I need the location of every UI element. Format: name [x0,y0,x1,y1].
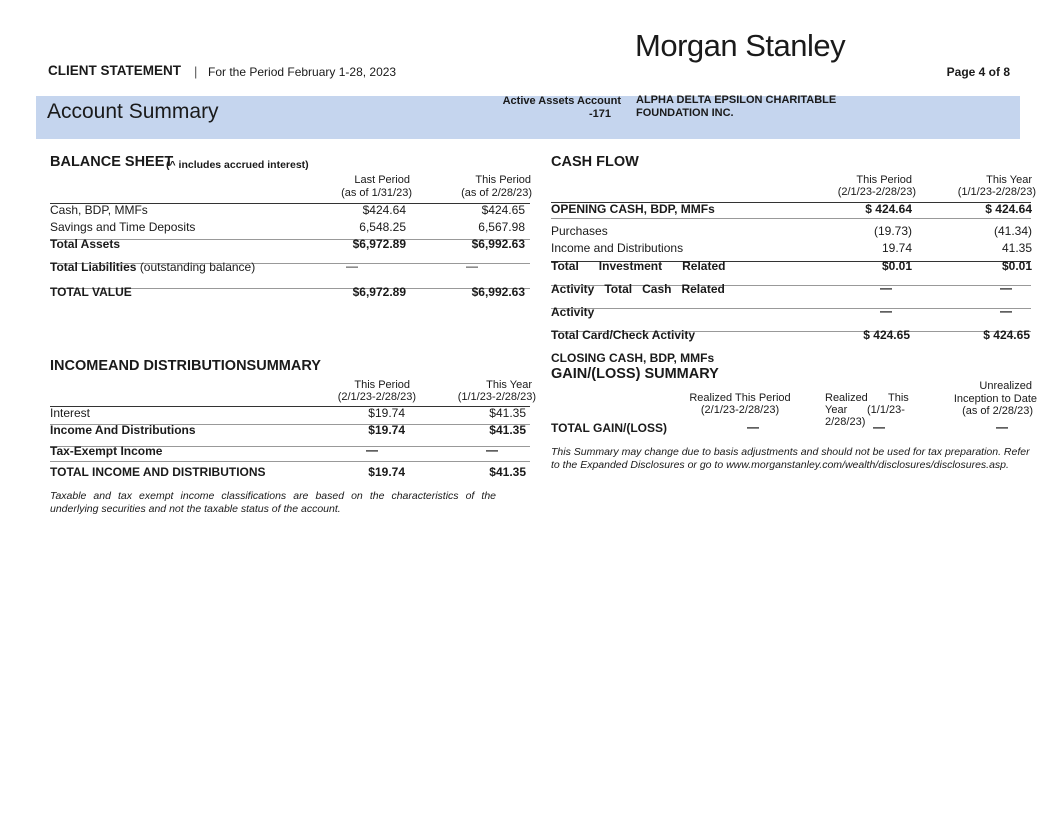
cf-row-label: Income and Distributions [551,241,684,255]
gl-col3-header-line3: (as of 2/28/23) [962,405,1033,417]
cash-flow-title: CASH FLOW [551,154,639,170]
cf-col1-header-line1: This Period [856,174,912,186]
cf-card-check-year: $ 424.65 [983,328,1030,342]
header-separator: | [194,64,198,79]
gain-loss-footnote: This Summary may change due to basis adjustments and should not be used for tax preparation. Refer to the Expanded Disclosures or go to www.morganstanley.com/wealth/disclosures/disclosures.asp. [551,446,1030,471]
bs-col2-header-line2: (as of 2/28/23) [461,187,532,199]
gl-col2-header-year: Year [825,404,848,416]
inc-col2-header-line1: This Year [486,379,532,391]
bs-total-value-this: $6,992.63 [471,285,525,299]
gl-total-realized-year: — [873,420,885,434]
cf-row-value-year: (41.34) [993,224,1032,238]
cf-row-value-period: 19.74 [881,241,912,255]
cf-opening-period: $ 424.64 [865,202,912,216]
bs-total-value-label: TOTAL VALUE [50,285,132,299]
balance-sheet-title: BALANCE SHEET [50,154,174,170]
bs-row-value-last: $424.64 [362,203,406,217]
gl-col2-header-range-start: (1/1/23- [867,404,905,416]
cf-row-label: Purchases [551,224,608,238]
inc-row-value-period: — [366,443,378,457]
cf-row-value-period: — [880,281,892,295]
page-title: Account Summary [47,100,219,123]
inc-row-label: Tax-Exempt Income [50,444,163,458]
gl-total-realized-period: — [747,420,759,434]
cf-closing-label: CLOSING CASH, BDP, MMFs [551,351,715,365]
bs-total-liabilities-this: — [466,259,478,273]
cf-row-value-year: $0.01 [1001,259,1032,273]
statement-label: CLIENT STATEMENT [48,63,181,78]
inc-row-value-period: $19.74 [368,423,405,437]
gl-col1-header-line2: (2/1/23-2/28/23) [700,404,780,416]
account-number: -171 [588,108,611,120]
cf-row-label: Activity Total Cash Related [551,282,725,296]
cf-row-value-year: 41.35 [1001,241,1032,255]
bs-total-assets-last: $6,972.89 [352,237,406,251]
cf-col1-header-line2: (2/1/23-2/28/23) [837,186,916,198]
bs-total-assets-label: Total Assets [50,237,121,251]
bs-total-value-last: $6,972.89 [352,285,406,299]
inc-total-label: TOTAL INCOME AND DISTRIBUTIONS [50,465,266,479]
gl-total-label: TOTAL GAIN/(LOSS) [551,421,667,435]
gl-col3-header-line2: Inception to Date [953,393,1037,405]
cf-row-value-period: (19.73) [873,224,912,238]
income-summary-title: INCOMEAND DISTRIBUTIONSUMMARY [50,358,321,374]
statement-period: For the Period February 1-28, 2023 [208,65,397,79]
cf-card-check-period: $ 424.65 [863,328,910,342]
inc-total-value-year: $41.35 [489,465,526,479]
inc-row-label: Income And Distributions [50,423,196,437]
bs-col1-header-line1: Last Period [354,174,410,186]
account-name-line2: FOUNDATION INC. [636,107,734,119]
gl-total-unrealized: — [996,420,1008,434]
inc-row-value-year: $41.35 [489,406,526,420]
account-name-line1: ALPHA DELTA EPSILON CHARITABLE [636,94,837,106]
bs-total-assets-this: $6,992.63 [471,237,525,251]
inc-total-value-period: $19.74 [368,465,405,479]
bs-total-liabilities-label: Total Liabilities [50,260,137,274]
gain-loss-title: GAIN/(LOSS) SUMMARY [551,366,719,382]
bs-col2-header-line1: This Period [475,174,531,186]
cf-row-value-year: — [1000,304,1012,318]
bs-total-liabilities-note: (outstanding balance) [139,260,256,274]
inc-row-rule [50,461,530,462]
cf-row-rule [551,308,1031,309]
bs-row-value-this: $424.65 [481,203,525,217]
inc-row-label: Interest [50,406,91,420]
gl-col2-header-this: This [888,392,909,404]
bs-row-value-this: 6,567.98 [478,220,525,234]
cf-opening-label: OPENING CASH, BDP, MMFs [551,202,715,216]
account-type: Active Assets Account [502,95,621,107]
bs-row-label: Cash, BDP, MMFs [50,203,148,217]
cf-row-value-period: — [880,304,892,318]
bs-total-liabilities-last: — [346,259,358,273]
inc-row-value-year: — [486,443,498,457]
cf-row-label: Total Investment Related [551,259,726,273]
cf-row-value-year: — [1000,281,1012,295]
balance-sheet-subtitle: (^ includes accrued interest) [166,159,309,171]
inc-col1-header-line2: (2/1/23-2/28/23) [337,391,416,403]
gl-col3-header-line1: Unrealized [979,380,1032,392]
gl-col2-header-range-end: 2/28/23) [825,416,866,428]
inc-row-value-period: $19.74 [368,406,405,420]
cf-card-check-label: Total Card/Check Activity [551,328,696,342]
cf-row-rule [551,218,1031,219]
page-number: Page 4 of 8 [946,65,1010,79]
bs-col1-header-line2: (as of 1/31/23) [341,187,412,199]
cf-row-value-period: $0.01 [881,259,912,273]
inc-col2-header-line2: (1/1/23-2/28/23) [457,391,536,403]
gl-col2-header-realized: Realized [825,392,868,404]
cf-col2-header-line1: This Year [986,174,1032,186]
income-footnote: Taxable and tax exempt income classifications are based on the characteristics of the underlying securities and not the taxable status of the account. [50,490,496,515]
morgan-stanley-logo: Morgan Stanley [635,28,846,63]
cf-opening-year: $ 424.64 [985,202,1032,216]
cf-row-label: Activity [551,305,595,319]
bs-total-liabilities [50,260,255,274]
inc-col1-header-line1: This Period [354,379,410,391]
bs-row-label: Savings and Time Deposits [50,220,196,234]
inc-row-value-year: $41.35 [489,423,526,437]
bs-row-value-last: 6,548.25 [359,220,406,234]
gl-col1-header-line1: Realized This Period [689,392,791,404]
cf-col2-header-line2: (1/1/23-2/28/23) [957,186,1036,198]
